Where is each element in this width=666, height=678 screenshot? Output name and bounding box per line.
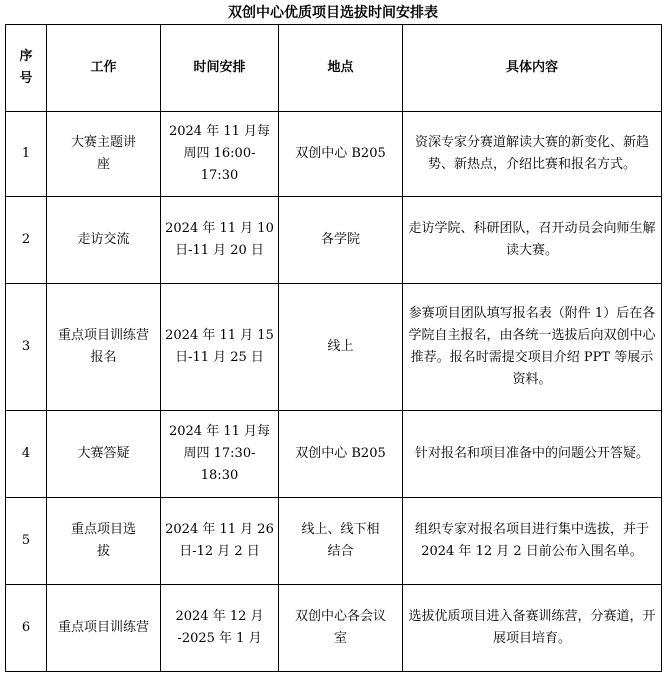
row-place: 各学院: [279, 197, 403, 284]
row-index: 5: [6, 498, 47, 585]
row-task: 大赛答疑: [47, 411, 161, 498]
row-time: 2024 年 11 月 26 日-12 月 2 日: [161, 498, 279, 585]
row-index: 6: [6, 585, 47, 672]
table-row: [6, 411, 662, 498]
row-place: 线上、线下相结合: [279, 498, 403, 585]
table-row: [6, 498, 662, 585]
row-time: 2024 年 11 月每周四 17:30-18:30: [161, 411, 279, 498]
row-task: 走访交流: [47, 197, 161, 284]
row-task: 重点项目选拔: [47, 498, 161, 585]
row-task: 大赛主题讲座: [47, 112, 161, 197]
header-time: 时间安排: [161, 25, 279, 112]
table-header-row: [6, 25, 662, 112]
row-task: 重点项目训练营报名: [47, 284, 161, 411]
row-place: 线上: [279, 284, 403, 411]
row-place: 双创中心 B205: [279, 411, 403, 498]
table-row: [6, 197, 662, 284]
row-content: 选拔优质项目进入备赛训练营，分赛道，开展项目培育。: [403, 585, 662, 672]
table-row: [6, 284, 662, 411]
row-index: 3: [6, 284, 47, 411]
header-content: 具体内容: [403, 25, 662, 112]
row-index: 1: [6, 112, 47, 197]
row-time: 2024 年 12 月 -2025 年 1 月: [161, 585, 279, 672]
header-task: 工作: [47, 25, 161, 112]
row-content: 走访学院、科研团队，召开动员会向师生解读大赛。: [403, 197, 662, 284]
table-row: [6, 112, 662, 197]
row-place: 双创中心 B205: [279, 112, 403, 197]
document-title: 双创中心优质项目选拔时间安排表: [228, 5, 438, 21]
row-content: 资深专家分赛道解读大赛的新变化、新趋势、新热点，介绍比赛和报名方式。: [403, 112, 662, 197]
row-task: 重点项目训练营: [47, 585, 161, 672]
row-place: 双创中心各会议室: [279, 585, 403, 672]
row-index: 2: [6, 197, 47, 284]
row-index: 4: [6, 411, 47, 498]
row-time: 2024 年 11 月 15 日-11 月 25 日: [161, 284, 279, 411]
row-content: 针对报名和项目准备中的问题公开答疑。: [403, 411, 662, 498]
table-row: [6, 585, 662, 672]
row-content: 组织专家对报名项目进行集中选拔，并于 2024 年 12 月 2 日前公布入围名单。: [403, 498, 662, 585]
row-content: 参赛项目团队填写报名表（附件 1）后在各学院自主报名，由各统一选拔后向双创中心推荐。报名时需提交项目介绍 PPT 等展示资料。: [403, 284, 662, 411]
schedule-table: [5, 24, 662, 672]
header-place: 地点: [279, 25, 403, 112]
header-index: 序号: [6, 25, 47, 112]
row-time: 2024 年 11 月 10 日-11 月 20 日: [161, 197, 279, 284]
row-time: 2024 年 11 月每周四 16:00-17:30: [161, 112, 279, 197]
